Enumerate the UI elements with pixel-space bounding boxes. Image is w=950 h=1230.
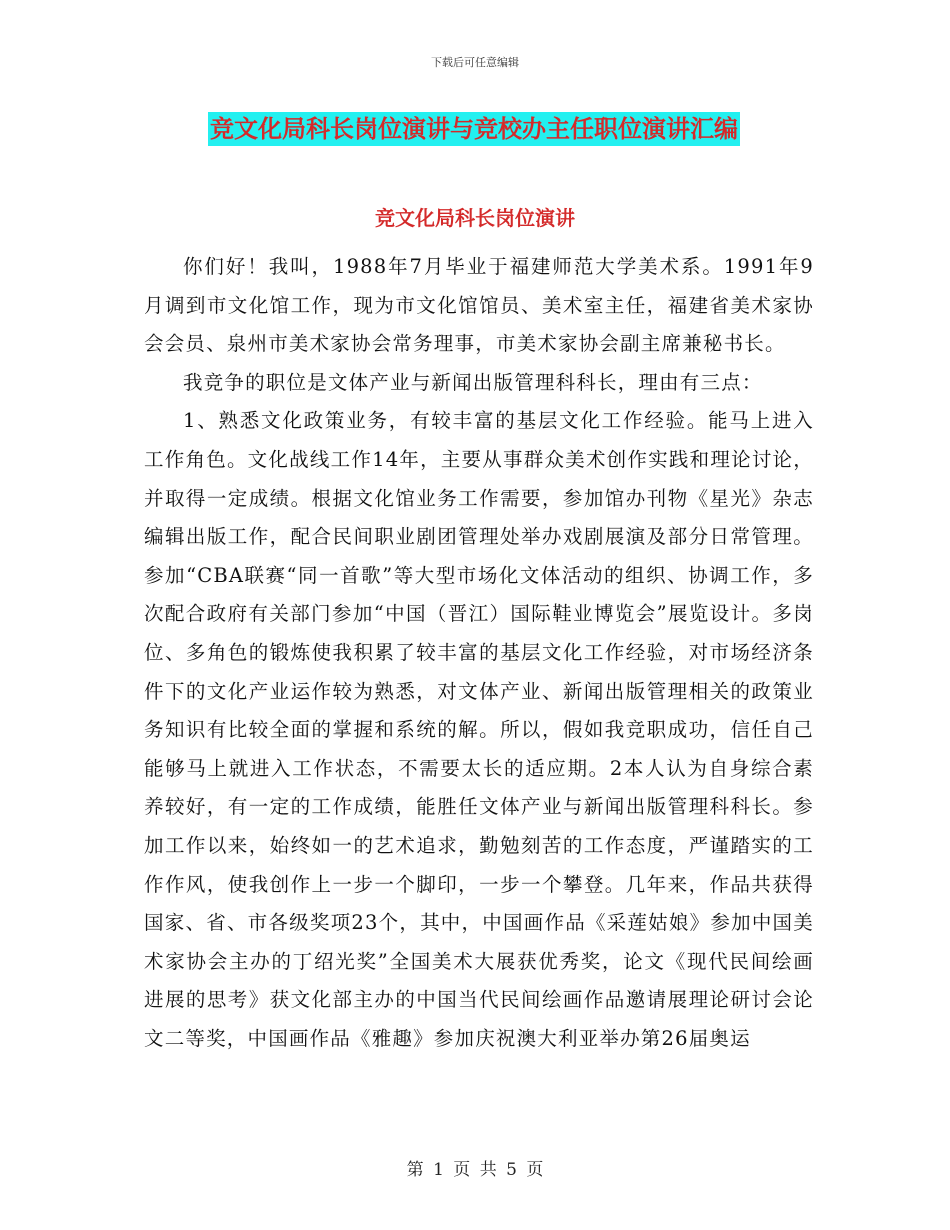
document-body xyxy=(144,248,814,1058)
section-title: 竞文化局科长岗位演讲 xyxy=(375,206,575,230)
document-main-title: 竞文化局科长岗位演讲与竞校办主任职位演讲汇编 xyxy=(208,112,740,146)
page-footer-number: 第 1 页 共 5 页 xyxy=(406,1160,544,1180)
paragraph-intro: 你们好！我叫，1988年7月毕业于福建师范大学美术系。1991年9月调到市文化馆工作，现为市文化馆馆员、美术室主任，福建省美术家协会会员、泉州市美术家协会常务理事，市美术家协会副主席兼秘书长。 xyxy=(144,255,814,356)
paragraph-position: 我竞争的职位是文体产业与新闻出版管理科科长，理由有三点： xyxy=(183,370,763,394)
page-header-note: 下载后可任意编辑 xyxy=(431,56,519,69)
paragraph-reason-1: 1、熟悉文化政策业务，有较丰富的基层文化工作经验。能马上进入工作角色。文化战线工作14年，主要从事群众美术创作实践和理论讨论，并取得一定成绩。根据文化馆业务工作需要，参加馆办刊物《星光》杂志编辑出版工作，配合民间职业剧团管理处举办戏剧展演及部分日常管理。参加“CBA联赛“同一首歌”等大型市场化文体活动的组织、协调工作，多次配合政府有关部门参加“中国（晋江）国际鞋业博览会”展览设计。多岗位、多角色的锻炼使我积累了较丰富的基层文化工作经验，对市场经济条件下的文化产业运作较为熟悉，对文体产业、新闻出版管理相关的政策业务知识有比较全面的掌握和系统的解。所以，假如我竞职成功，信任自己能够马上就进入工作状态，不需要太长的适应期。2本人认为自身综合素养较好，有一定的工作成绩，能胜任文体产业与新闻出版管理科科长。参加工作以来，始终如一的艺术追求，勤勉刻苦的工作态度，严谨踏实的工作作风，使我创作上一步一个脚印，一步一个攀登。几年来，作品共获得国家、省、市各级奖项23个，其中，中国画作品《采莲姑娘》参加中国美术家协会主办的丁绍光奖”全国美术大展获优秀奖，论文《现代民间绘画进展的思考》获文化部主办的中国当代民间绘画作品邀请展理论研讨会论文二等奖，中国画作品《雅趣》参加庆祝澳大利亚举办第26届奥运 xyxy=(144,409,814,1050)
